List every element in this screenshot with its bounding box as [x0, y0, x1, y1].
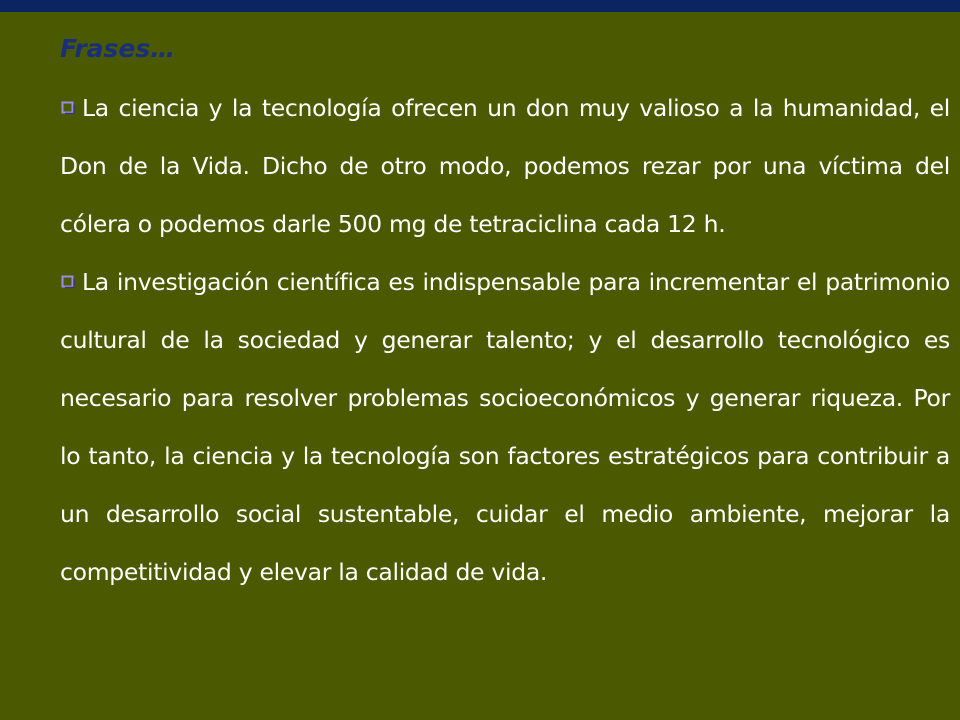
hollow-square-bullet-icon: [60, 274, 76, 290]
slide-title: Frases…: [60, 34, 176, 63]
bullet-paragraph-2: [60, 253, 950, 601]
bullet-text-2: La investigación científica es indispensable para incrementar el patrimonio cultural de la sociedad y generar talento; y el desarrollo tecnológico es necesario para resolver problemas socioeconómicos y generar riqueza. Por lo tanto, la ciencia y la tecnología son factores estratégicos para contribuir a un desarrollo social sustentable, cuidar el medio ambiente, mejorar la competitividad y elevar la calidad de vida.: [60, 268, 950, 586]
bullet-paragraph-1: [60, 79, 950, 253]
slide-content: [60, 79, 950, 601]
bullet-text-1: La ciencia y la tecnología ofrecen un don muy valioso a la humanidad, el Don de la Vida. Dicho de otro modo, podemos rezar por una víctima del cólera o podemos darle 500 mg de tetraciclina cada 12 h.: [60, 94, 950, 238]
top-bar: [0, 0, 960, 12]
hollow-square-bullet-icon: [60, 100, 76, 116]
